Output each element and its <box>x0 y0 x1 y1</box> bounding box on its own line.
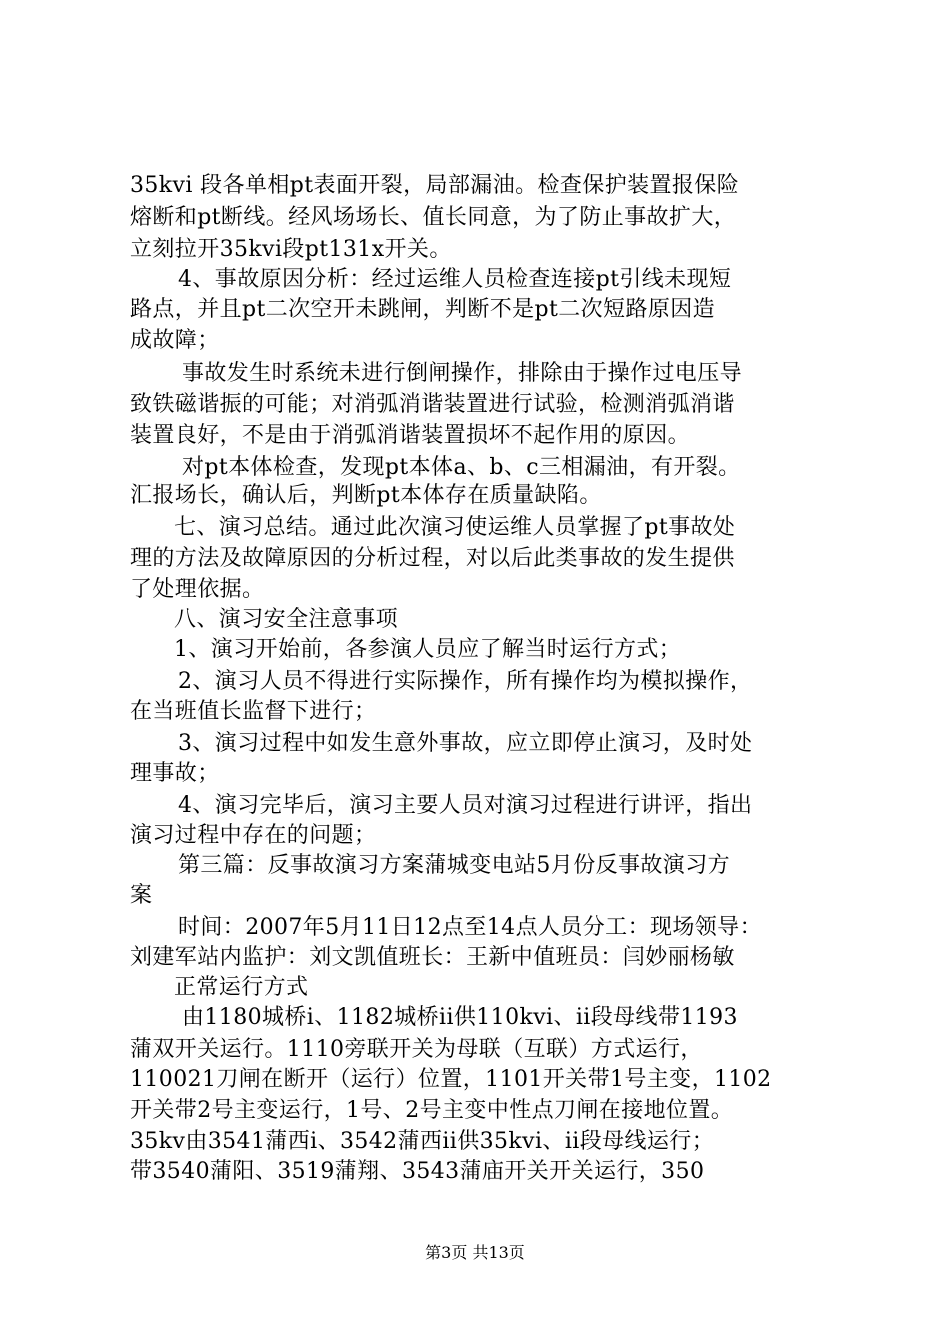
text-line: 110021刀闸在断开（运行）位置，1101开关带1号主变，1102 <box>130 1067 772 1092</box>
text-line: 在当班值长监督下进行； <box>130 699 377 724</box>
text-line: 理事故； <box>130 761 220 786</box>
text-line: 第三篇：反事故演习方案蒲城变电站5月份反事故演习方 <box>178 853 730 878</box>
text-line: 刘建军站内监护：刘文凯值班长：王新中值班员：闫妙丽杨敏 <box>130 945 735 970</box>
text-line: 致铁磁谐振的可能；对消弧消谐装置进行试验，检测消弧消谐 <box>130 392 735 417</box>
text-line: 对pt本体检查，发现pt本体a、b、c三相漏油，有开裂。 <box>182 455 741 480</box>
text-line: 立刻拉开35kvi段pt131x开关。 <box>130 237 452 262</box>
text-line: 开关带2号主变运行，1号、2号主变中性点刀闸在接地位置。 <box>130 1098 734 1123</box>
text-line: 35kv由3541蒲西i、3542蒲西ii供35kvi、ii段母线运行； <box>130 1129 715 1154</box>
page-number-footer: 第3页 共13页 <box>425 1243 525 1262</box>
text-line: 理的方法及故障原因的分析过程，对以后此类事故的发生提供 <box>130 546 735 571</box>
text-line: 熔断和pt断线。经风场场长、值长同意，为了防止事故扩大， <box>130 205 737 230</box>
text-line: 事故发生时系统未进行倒闸操作，排除由于操作过电压导 <box>182 361 743 386</box>
text-line: 时间：2007年5月11日12点至14点人员分工：现场领导： <box>178 915 762 940</box>
text-line: 4、事故原因分析：经过运维人员检查连接pt引线未现短 <box>178 267 732 292</box>
text-line: 装置良好，不是由于消弧消谐装置损坏不起作用的原因。 <box>130 423 691 448</box>
text-line: 成故障； <box>130 328 220 353</box>
text-line: 路点，并且pt二次空开未跳闸，判断不是pt二次短路原因造 <box>130 297 716 322</box>
text-line: 3、演习过程中如发生意外事故，应立即停止演习，及时处 <box>178 731 753 756</box>
text-line: 正常运行方式 <box>174 975 309 1000</box>
text-line: 了处理依据。 <box>130 577 265 602</box>
text-line: 案 <box>130 883 153 908</box>
text-line: 蒲双开关运行。1110旁联开关为母联（互联）方式运行， <box>130 1037 703 1062</box>
text-line: 演习过程中存在的问题； <box>130 823 377 848</box>
text-line: 4、演习完毕后，演习主要人员对演习过程进行讲评，指出 <box>178 793 753 818</box>
text-line: 七、演习总结。通过此次演习使运维人员掌握了pt事故处 <box>174 515 736 540</box>
text-line: 1、演习开始前，各参演人员应了解当时运行方式； <box>174 637 682 662</box>
text-line: 35kvi 段各单相pt表面开裂，局部漏油。检查保护装置报保险 <box>130 173 740 198</box>
text-line: 带3540蒲阳、3519蒲翔、3543蒲庙开关开关运行，350 <box>130 1159 705 1184</box>
text-line: 由1180城桥i、1182城桥ii供110kvi、ii段母线带1193 <box>182 1005 738 1030</box>
text-line: 2、演习人员不得进行实际操作，所有操作均为模拟操作， <box>178 669 753 694</box>
text-line: 八、演习安全注意事项 <box>174 607 399 632</box>
text-line: 汇报场长，确认后，判断pt本体存在质量缺陷。 <box>130 483 602 508</box>
